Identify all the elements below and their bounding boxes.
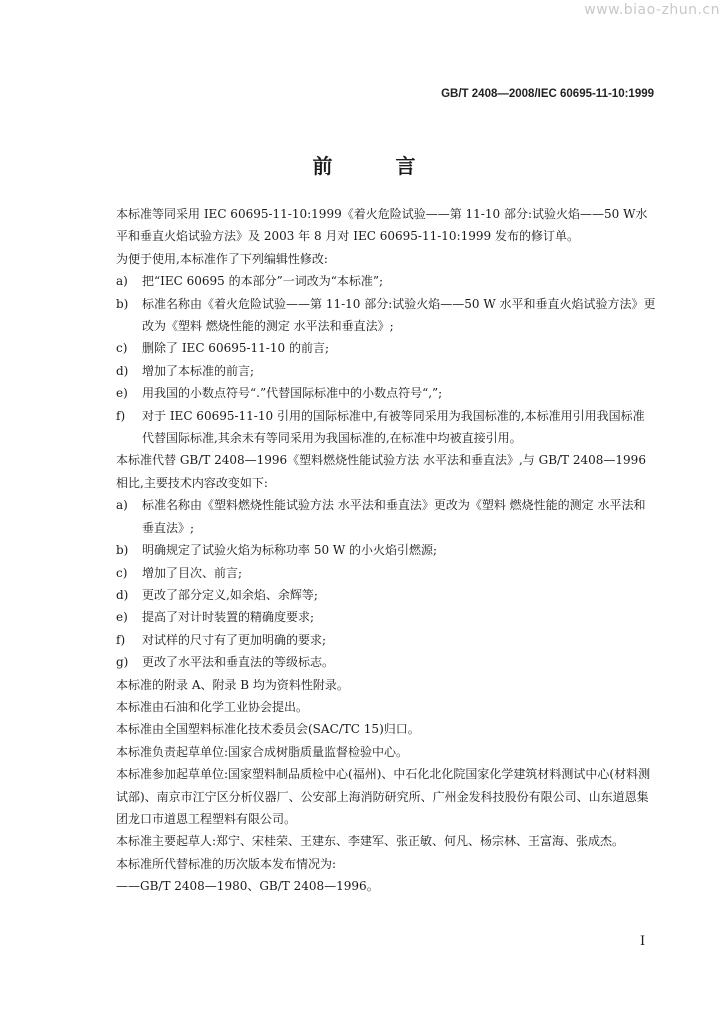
closing-proposer: 本标准由石油和化学工业协会提出。 — [116, 699, 309, 714]
list-label: a) — [116, 498, 128, 513]
watermark: www.biao-zhun.cn — [584, 2, 720, 18]
list-text: 更改了水平法和垂直法的等级标志。 — [142, 655, 335, 670]
list-item — [116, 629, 656, 651]
closing-annex: 本标准的附录 A、附录 B 均为资料性附录。 — [116, 677, 349, 692]
list-label: c) — [116, 565, 128, 580]
list-label: f) — [116, 632, 126, 647]
list-item — [116, 270, 656, 292]
list-label: c) — [116, 341, 128, 356]
list-item — [116, 405, 656, 450]
list-text: 增加了本标准的前言; — [142, 363, 255, 378]
list-label: g) — [116, 655, 129, 670]
list-text: 增加了目次、前言; — [142, 565, 243, 580]
replace-lead: 本标准代替 GB/T 2408—1996《塑料燃烧性能试验方法 水平法和垂直法》,与 GB/T 2408—1996 相比,主要技术内容改变如下: — [116, 453, 646, 490]
list-item — [116, 382, 656, 404]
list-text: 提高了对计时装置的精确度要求; — [142, 610, 315, 625]
list-label: d) — [116, 363, 129, 378]
list-text: 用我国的小数点符号“.”代替国际标准中的小数点符号“,”; — [142, 386, 443, 401]
closing-history-lead: 本标准所代替标准的历次版本发布情况为: — [116, 856, 337, 871]
list-label: b) — [116, 296, 129, 311]
list-label: a) — [116, 274, 128, 289]
closing-history: ——GB/T 2408—1980、GB/T 2408—1996。 — [116, 879, 379, 894]
list-text: 更改了部分定义,如余焰、余辉等; — [142, 587, 318, 602]
list-label: f) — [116, 408, 126, 423]
edit-lead: 为便于使用,本标准作了下列编辑性修改: — [116, 251, 328, 266]
list-item — [116, 494, 656, 539]
list-item — [116, 651, 656, 673]
page-number: I — [640, 934, 646, 949]
list-text: 对试样的尺寸有了更加明确的要求; — [142, 632, 327, 647]
closing-participating-units: 本标准参加起草单位:国家塑料制品质检中心(福州)、中石化北化院国家化学建筑材料测试中心(材料测试部)、南京市江宁区分析仪器厂、公安部上海消防研究所、广州金发科技股份有限公司、山东道恩集团龙口市道恩工程塑料有限公司。 — [116, 767, 651, 826]
closing-drafting-unit: 本标准负责起草单位:国家合成树脂质量监督检验中心。 — [116, 744, 409, 759]
list-text: 标准名称由《塑料燃烧性能试验方法 水平法和垂直法》更改为《塑料 燃烧性能的测定 水平法和垂直法》; — [142, 498, 646, 535]
list-text: 标准名称由《着火危险试验——第 11-10 部分:试验火焰——50 W 水平和垂直火焰试验方法》更改为《塑料 燃烧性能的测定 水平法和垂直法》; — [142, 296, 656, 334]
list-label: d) — [116, 587, 129, 602]
page-title: 前 言 — [312, 154, 444, 178]
intro-paragraph: 本标准等同采用 IEC 60695-11-10:1999《着火危险试验——第 11-10 部分:试验火焰——50 W水平和垂直火焰试验方法》及 2003 年 8 月对 IEC 60695-11-10:1999 发布的修订单。 — [116, 207, 648, 244]
closing-committee: 本标准由全国塑料标准化技术委员会(SAC/TC 15)归口。 — [116, 722, 420, 737]
list-item — [116, 562, 656, 584]
list-item — [116, 539, 656, 561]
list-label: e) — [116, 610, 128, 625]
list-item — [116, 293, 656, 338]
list-item — [116, 606, 656, 628]
list-text: 明确规定了试验火焰为标称功率 50 W 的小火焰引燃源; — [142, 543, 438, 558]
list-item — [116, 337, 656, 359]
closing-drafters: 本标准主要起草人:郑宁、宋桂荣、王建东、李建军、张正敏、何凡、杨宗林、王富海、张成杰。 — [116, 834, 625, 849]
list-text: 对于 IEC 60695-11-10 引用的国际标准中,有被等同采用为我国标准的,本标准用引用我国标准代替国际标准,其余未有等同采用为我国标准的,在标准中均被直接引用。 — [142, 408, 645, 446]
list-text: 把“IEC 60695 的本部分”一词改为“本标准”; — [142, 274, 384, 289]
foreword-body — [116, 203, 656, 898]
list-text: 删除了 IEC 60695-11-10 的前言; — [142, 341, 329, 356]
standard-code: GB/T 2408—2008/IEC 60695-11-10:1999 — [441, 88, 654, 100]
list-item — [116, 584, 656, 606]
list-item — [116, 360, 656, 382]
list-label: e) — [116, 386, 128, 401]
list-label: b) — [116, 543, 129, 558]
